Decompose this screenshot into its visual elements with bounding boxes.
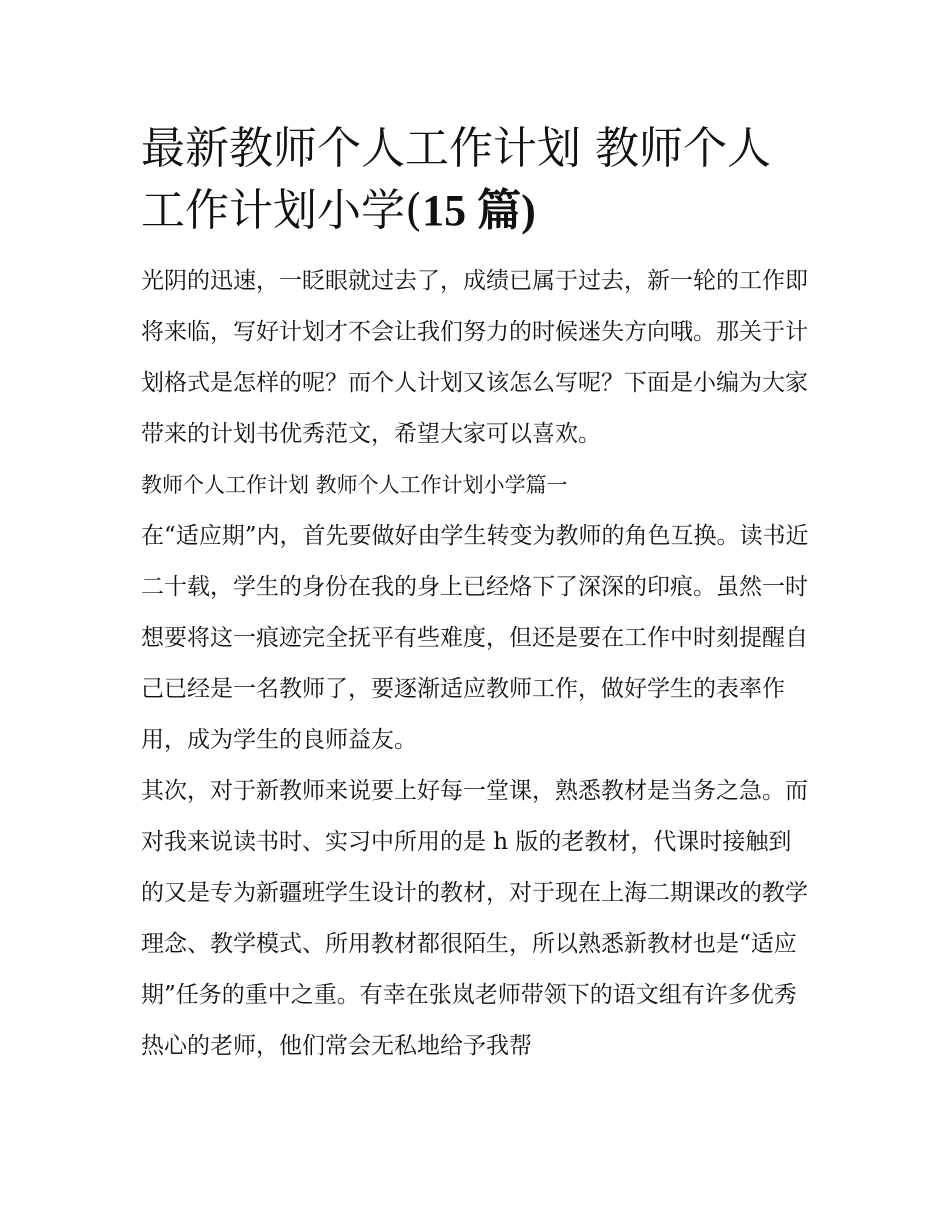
title-count: 15 xyxy=(422,186,467,235)
document-content xyxy=(141,118,813,1072)
document-body xyxy=(141,256,813,1072)
body-paragraph-2: 其次，对于新教师来说要上好每一堂课，熟悉教材是当务之急。而对我来说读书时、实习中所用的是 h 版的老教材，代课时接触到的又是专为新疆班学生设计的教材，对于现在上海二期课改的教学理念、教学模式、所用教材都很陌生，所以熟悉新教材也是“适应期”任务的重中之重。有幸在张岚老师带领下的语文组有许多优秀热心的老师，他们常会无私地给予我帮 xyxy=(141,778,808,1059)
section-heading: 教师个人工作计划 教师个人工作计划小学篇一 xyxy=(141,473,568,497)
document-title xyxy=(141,118,813,242)
intro-paragraph: 光阴的迅速，一眨眼就过去了，成绩已属于过去，新一轮的工作即将来临，写好计划才不会让我们努力的时候迷失方向哦。那关于计划格式是怎样的呢？而个人计划又该怎么写呢？下面是小编为大家带来的计划书优秀范文，希望大家可以喜欢。 xyxy=(141,268,808,447)
title-end: 篇) xyxy=(466,186,536,235)
body-paragraph-1: 在“适应期”内，首先要做好由学生转变为教师的角色互换。读书近二十载，学生的身份在我的身上已经烙下了深深的印痕。虽然一时想要将这一痕迹完全抚平有些难度，但还是要在工作中时刻提醒自己已经是一名教师了，要逐渐适应教师工作，做好学生的表率作用，成为学生的良师益友。 xyxy=(141,523,809,753)
title-main: 最新教师个人工作计划 教师个人工作计划小学( xyxy=(141,123,771,236)
